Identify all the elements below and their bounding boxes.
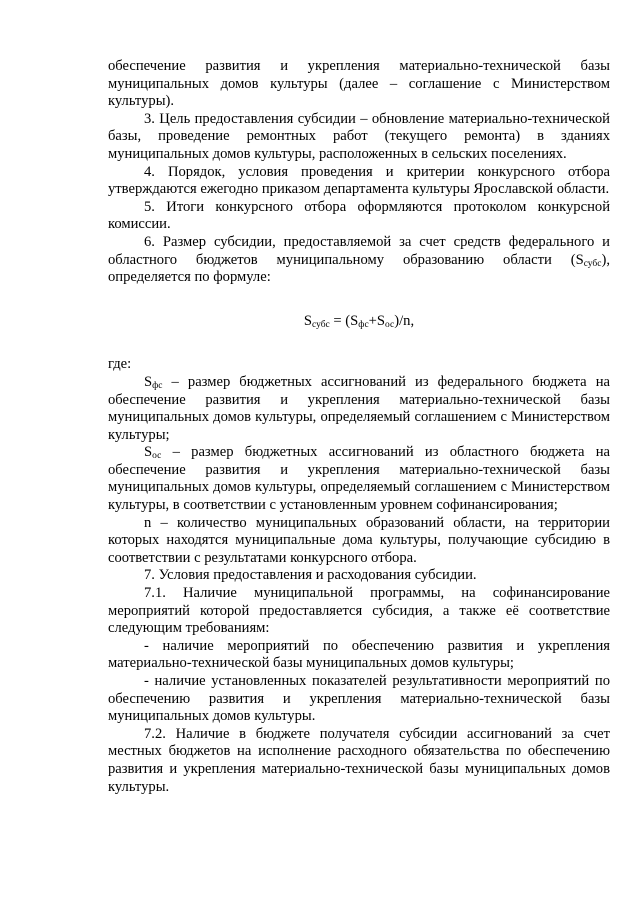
formula-s-subscript: субс [312, 319, 330, 330]
definition-sos-symbol: S [144, 444, 153, 461]
definition-sos [108, 444, 610, 514]
paragraph-7-1-item-a: - наличие мероприятий по обеспечению развития и укрепления материально-технической базы муниципальных домов культуры; [108, 637, 610, 672]
definition-sfs-symbol: S [144, 373, 153, 390]
paragraph-7-2: 7.2. Наличие в бюджете получателя субсидии ассигнований за счет местных бюджетов на исполнение расходного обязательства по обеспечению развития и укрепления материально-технической базы муниципальных домов культуры. [108, 725, 610, 795]
paragraph-3: 3. Цель предоставления субсидии – обновление материально-технической базы, проведение ремонтных работ (текущего ремонта) в зданиях муниципальных домов культуры, расположенных в сельских поселениях. [108, 110, 610, 162]
formula [108, 313, 610, 331]
formula-sos-subscript: ос [385, 319, 395, 330]
definition-n: n – количество муниципальных образований области, на территории которых находятся муниципальные дома культуры, получающие субсидию в соответствии с результатами конкурсного отбора. [108, 514, 610, 566]
formula-sfs-subscript: фс [358, 319, 369, 330]
paragraph-6-tail: ), определяется по формуле: [108, 251, 610, 286]
definition-sos-subscript: ос [152, 451, 162, 462]
paragraph-6-text: 6. Размер субсидии, предоставляемой за счет средств федерального и областного бюджетов муниципальному образованию области (S [108, 233, 610, 268]
paragraph-4: 4. Порядок, условия проведения и критерии конкурсного отбора утверждаются ежегодно приказом департамента культуры Ярославской области. [108, 163, 610, 198]
formula-eq: = (S [329, 312, 359, 329]
formula-tail: )/n, [394, 312, 415, 329]
definition-sfs-subscript: фс [152, 380, 163, 391]
formula-s: S [303, 312, 312, 329]
paragraph-continuation: обеспечение развития и укрепления материально-технической базы муниципальных домов культуры (далее – соглашение с Министерством культуры). [108, 58, 610, 110]
paragraph-7-1-item-b: - наличие установленных показателей результативности мероприятий по обеспечению развития и укрепления материально-технической базы муниципальных домов культуры. [108, 673, 610, 725]
paragraph-7: 7. Условия предоставления и расходования субсидии. [144, 567, 477, 584]
definition-sos-text: – размер бюджетных ассигнований из областного бюджета на обеспечение развития и укрепления материально-технической базы муниципальных домов культуры, определяемый соглашением с Министерством культуры, в соответствии с установленным уровнем софинансирования; [108, 444, 610, 514]
paragraph-7-1: 7.1. Наличие муниципальной программы, на софинансирование мероприятий которой предоставляется субсидия, а также её соответствие следующим требованиям: [108, 585, 610, 637]
paragraph-6 [108, 234, 610, 287]
paragraph-5: 5. Итоги конкурсного отбора оформляются протоколом конкурсной комиссии. [108, 198, 610, 233]
formula-plus: +S [368, 312, 386, 329]
paragraph-6-subscript: субс [583, 258, 602, 269]
definition-sfs-text: – размер бюджетных ассигнований из федерального бюджета на обеспечение развития и укрепления материально-технической базы муниципальных домов культуры, определяемый соглашением с Министерством культуры; [108, 373, 610, 443]
where-label: где: [108, 356, 132, 373]
definition-sfs [108, 374, 610, 444]
